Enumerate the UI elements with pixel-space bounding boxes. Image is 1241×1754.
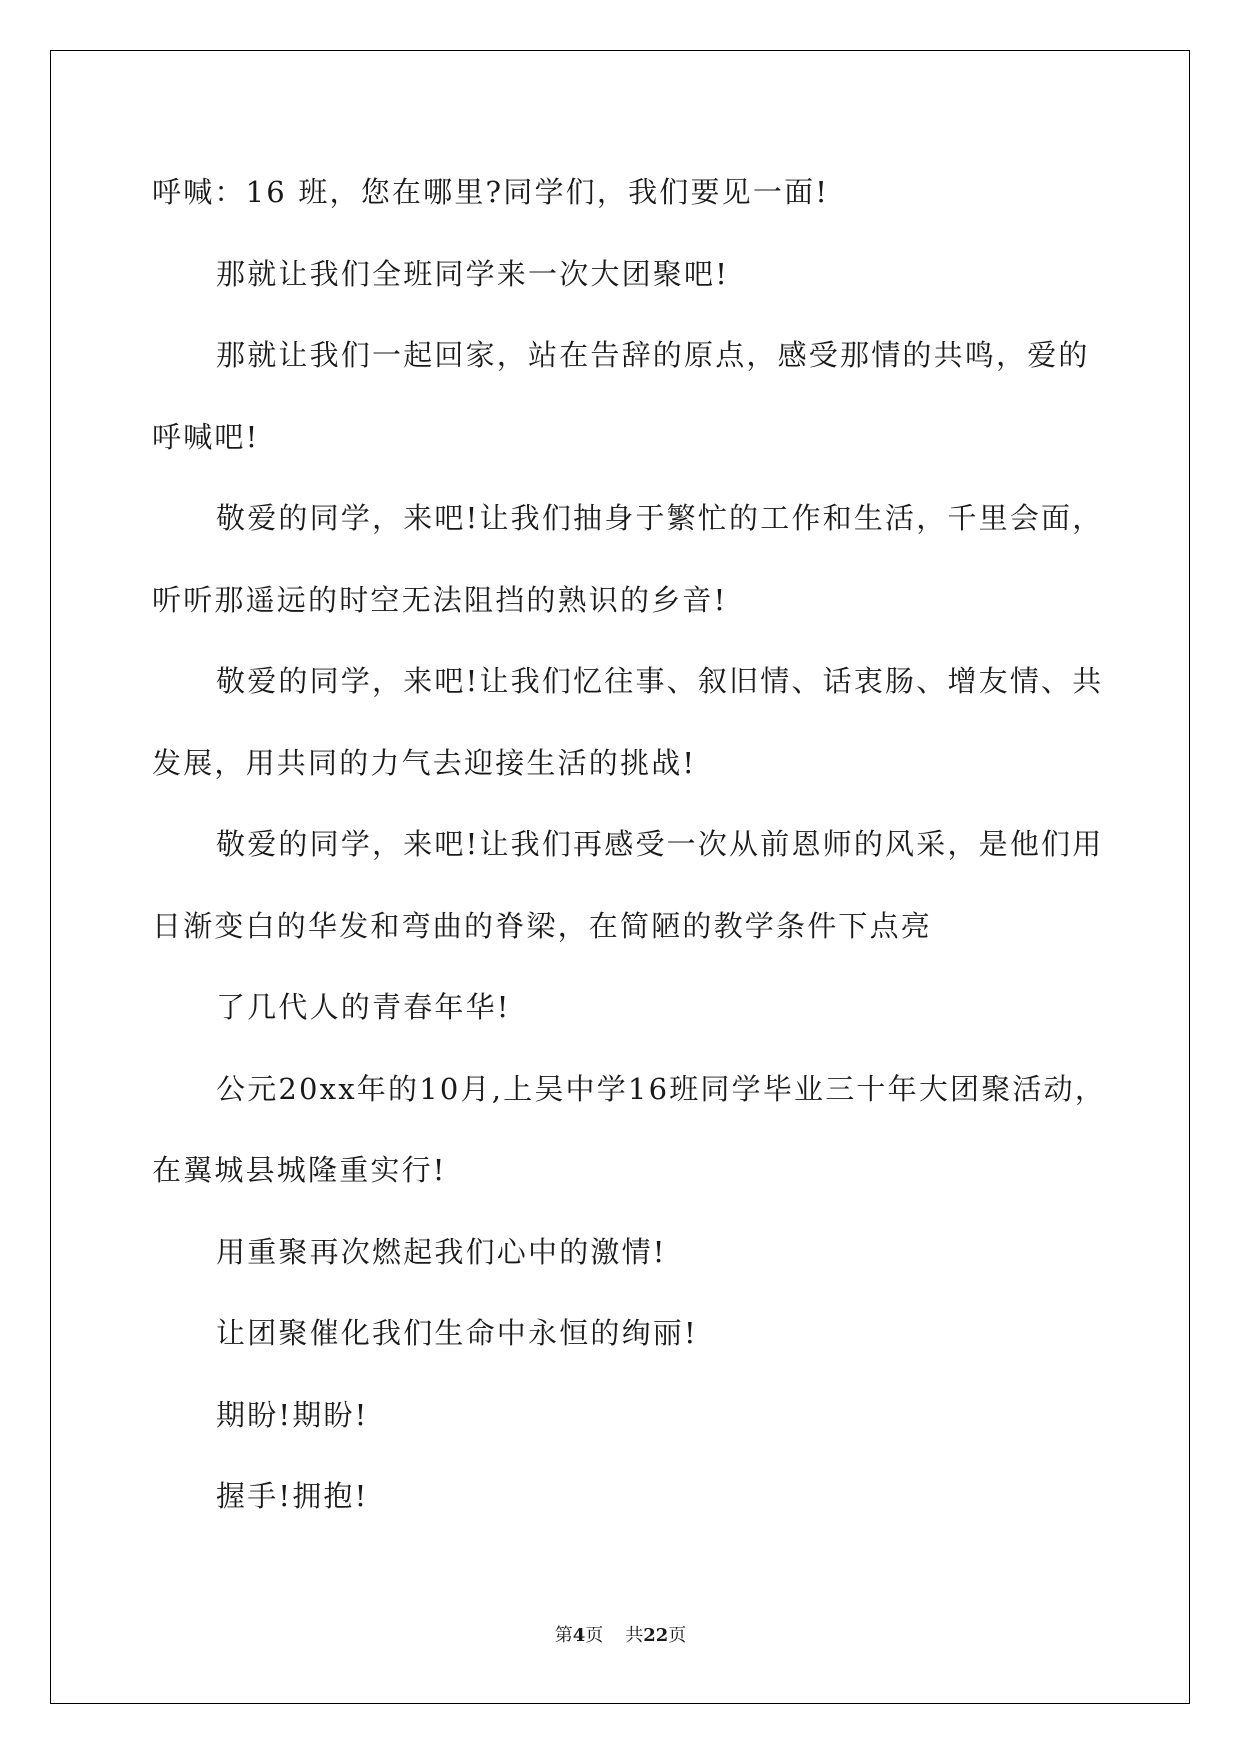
text-line: 发展，用共同的力气去迎接生活的挑战!	[152, 745, 697, 780]
page-suffix: 页	[585, 1625, 604, 1646]
total-suffix: 页	[668, 1625, 687, 1646]
text-line: 期盼!期盼!	[216, 1397, 369, 1432]
text-line: 了几代人的青春年华!	[216, 990, 511, 1024]
text-line: 呼喊：16 班，您在哪里?同学们，我们要见一面!	[152, 175, 830, 209]
text-line: 握手!拥抱!	[216, 1479, 369, 1513]
text-line: 公元20xx年的10月,上吴中学16班同学毕业三十年大团聚活动，	[216, 1071, 1107, 1106]
text-line: 那就让我们一起回家，站在告辞的原点，感受那情的共鸣，爱的	[216, 338, 1090, 372]
total-pages-number: 22	[643, 1625, 669, 1646]
text-line: 用重聚再次燃起我们心中的激情!	[216, 1234, 667, 1269]
current-page-number: 4	[572, 1625, 586, 1646]
text-line: 呼喊吧!	[152, 419, 260, 454]
text-line: 在翼城县城隆重实行!	[152, 1153, 447, 1187]
document-body	[152, 162, 1107, 1548]
text-line: 敬爱的同学，来吧!让我们忆往事、叙旧情、话衷肠、增友情、共	[216, 664, 1104, 698]
page-prefix: 第	[554, 1625, 573, 1646]
page-footer	[0, 1621, 1241, 1647]
text-line: 日渐变白的华发和弯曲的脊梁，在简陋的教学条件下点亮	[152, 908, 933, 943]
text-line: 敬爱的同学，来吧!让我们再感受一次从前恩师的风采，是他们用	[216, 827, 1104, 861]
text-line: 那就让我们全班同学来一次大团聚吧!	[216, 256, 730, 291]
total-prefix: 共	[625, 1625, 644, 1646]
text-line: 让团聚催化我们生命中永恒的绚丽!	[216, 1316, 698, 1350]
text-line: 听听那遥远的时空无法阻挡的熟识的乡音!	[152, 582, 728, 617]
text-line: 敬爱的同学，来吧!让我们抽身于繁忙的工作和生活，千里会面，	[216, 501, 1104, 535]
